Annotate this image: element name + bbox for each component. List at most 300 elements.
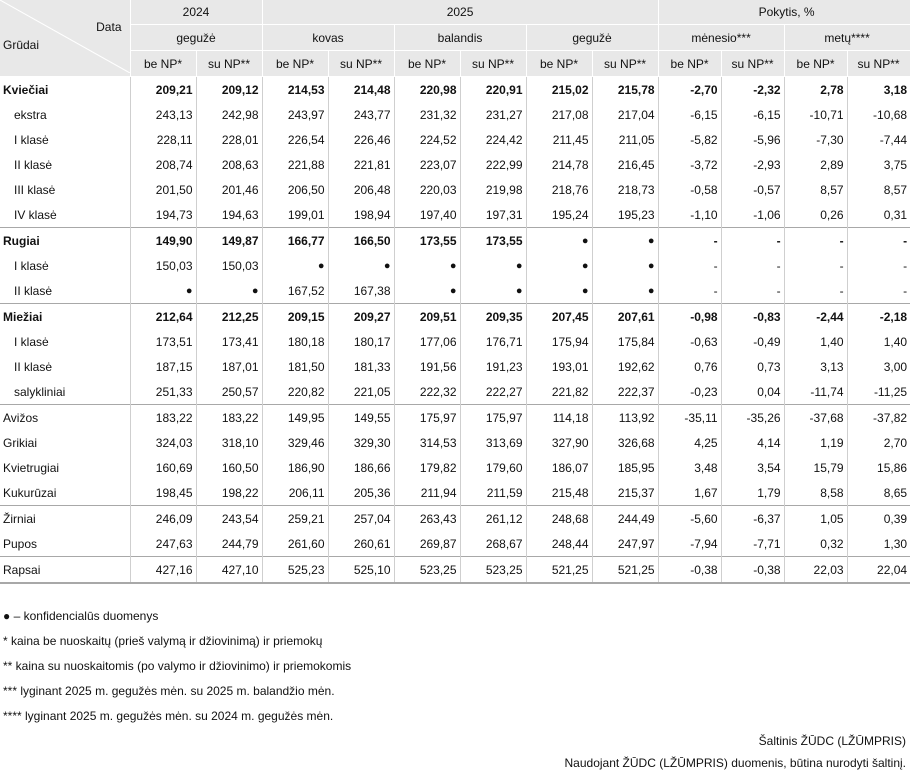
value-cell: 523,25 xyxy=(394,557,460,584)
table-row xyxy=(0,278,910,304)
value-cell: 167,52 xyxy=(262,278,328,304)
value-cell: -2,44 xyxy=(784,304,847,330)
value-cell: - xyxy=(847,228,910,254)
value-cell: -10,68 xyxy=(847,102,910,127)
row-label: I klasė xyxy=(14,334,49,349)
value-cell: 207,61 xyxy=(592,304,658,330)
value-cell: 318,10 xyxy=(196,430,262,455)
value-cell: 260,61 xyxy=(328,531,394,557)
header-data-label: Data xyxy=(96,20,122,34)
value-cell: 3,18 xyxy=(847,77,910,103)
footnote-be-np: * kaina be nuoskaitų (prieš valymą ir džiovinimą) ir priemokų xyxy=(3,634,323,648)
row-label: ekstra xyxy=(14,107,47,122)
value-cell: 261,12 xyxy=(460,506,526,532)
value-cell: 220,91 xyxy=(460,77,526,103)
value-cell: 180,18 xyxy=(262,329,328,354)
footnotes xyxy=(3,604,351,729)
value-cell: 8,58 xyxy=(784,480,847,506)
row-label: Pupos xyxy=(3,536,38,551)
value-cell: 166,77 xyxy=(262,228,328,254)
value-cell: -3,72 xyxy=(658,152,721,177)
value-cell: 173,51 xyxy=(130,329,196,354)
value-cell: -0,83 xyxy=(721,304,784,330)
value-cell: 166,50 xyxy=(328,228,394,254)
value-cell: 173,41 xyxy=(196,329,262,354)
value-cell: - xyxy=(658,278,721,304)
table-row xyxy=(0,480,910,506)
value-cell: 263,43 xyxy=(394,506,460,532)
header-su-np: su NP** xyxy=(721,51,784,77)
value-cell: -5,60 xyxy=(658,506,721,532)
row-label: Kvietrugiai xyxy=(3,460,60,475)
value-cell: 149,95 xyxy=(262,405,328,431)
value-cell: 521,25 xyxy=(592,557,658,584)
value-cell: ● xyxy=(262,253,328,278)
value-cell: 222,37 xyxy=(592,379,658,405)
value-cell: 220,82 xyxy=(262,379,328,405)
value-cell: 269,87 xyxy=(394,531,460,557)
value-cell: 167,38 xyxy=(328,278,394,304)
value-cell: 212,25 xyxy=(196,304,262,330)
value-cell: 326,68 xyxy=(592,430,658,455)
value-cell: 194,73 xyxy=(130,202,196,228)
value-cell: - xyxy=(721,228,784,254)
value-cell: -0,98 xyxy=(658,304,721,330)
value-cell: 150,03 xyxy=(130,253,196,278)
value-cell: 205,36 xyxy=(328,480,394,506)
value-cell: -10,71 xyxy=(784,102,847,127)
value-cell: -0,58 xyxy=(658,177,721,202)
row-label: Grikiai xyxy=(3,435,38,450)
value-cell: -37,68 xyxy=(784,405,847,431)
value-cell: 521,25 xyxy=(526,557,592,584)
value-cell: 197,31 xyxy=(460,202,526,228)
value-cell: 194,63 xyxy=(196,202,262,228)
value-cell: 525,10 xyxy=(328,557,394,584)
value-cell: 3,00 xyxy=(847,354,910,379)
header-month-may-2025: gegužė xyxy=(526,25,658,51)
value-cell: 226,46 xyxy=(328,127,394,152)
value-cell: 215,37 xyxy=(592,480,658,506)
value-cell: 149,90 xyxy=(130,228,196,254)
value-cell: 192,62 xyxy=(592,354,658,379)
value-cell: 231,32 xyxy=(394,102,460,127)
value-cell: -35,26 xyxy=(721,405,784,431)
value-cell: 195,24 xyxy=(526,202,592,228)
value-cell: 214,53 xyxy=(262,77,328,103)
table-row xyxy=(0,253,910,278)
value-cell: 15,79 xyxy=(784,455,847,480)
value-cell: 226,54 xyxy=(262,127,328,152)
header-month-march: kovas xyxy=(262,25,394,51)
value-cell: 150,03 xyxy=(196,253,262,278)
value-cell: 1,79 xyxy=(721,480,784,506)
value-cell: 219,98 xyxy=(460,177,526,202)
value-cell: 314,53 xyxy=(394,430,460,455)
table-row xyxy=(0,77,910,103)
header-be-np: be NP* xyxy=(658,51,721,77)
header-monthly-change: mėnesio*** xyxy=(658,25,784,51)
value-cell: 0,73 xyxy=(721,354,784,379)
value-cell: 15,86 xyxy=(847,455,910,480)
row-label: Rapsai xyxy=(0,557,130,584)
value-cell: 211,59 xyxy=(460,480,526,506)
value-cell: 4,25 xyxy=(658,430,721,455)
value-cell: 242,98 xyxy=(196,102,262,127)
value-cell: 1,19 xyxy=(784,430,847,455)
header-su-np: su NP** xyxy=(592,51,658,77)
value-cell: ● xyxy=(526,228,592,254)
value-cell: 199,01 xyxy=(262,202,328,228)
header-be-np: be NP* xyxy=(262,51,328,77)
value-cell: 221,81 xyxy=(328,152,394,177)
value-cell: 175,97 xyxy=(460,405,526,431)
value-cell: ● xyxy=(592,278,658,304)
value-cell: 180,17 xyxy=(328,329,394,354)
value-cell: 222,27 xyxy=(460,379,526,405)
value-cell: 0,76 xyxy=(658,354,721,379)
value-cell: -6,15 xyxy=(658,102,721,127)
value-cell: ● xyxy=(394,278,460,304)
value-cell: 193,01 xyxy=(526,354,592,379)
value-cell: 183,22 xyxy=(130,405,196,431)
value-cell: 206,48 xyxy=(328,177,394,202)
value-cell: 214,48 xyxy=(328,77,394,103)
value-cell: 218,73 xyxy=(592,177,658,202)
value-cell: -7,30 xyxy=(784,127,847,152)
table-row xyxy=(0,354,910,379)
value-cell: -2,70 xyxy=(658,77,721,103)
value-cell: 198,94 xyxy=(328,202,394,228)
value-cell: 209,35 xyxy=(460,304,526,330)
value-cell: - xyxy=(847,253,910,278)
table-row xyxy=(0,531,910,557)
value-cell: 268,67 xyxy=(460,531,526,557)
footnote-monthly: *** lyginant 2025 m. gegužės mėn. su 2025 m. balandžio mėn. xyxy=(3,684,335,698)
value-cell: 523,25 xyxy=(460,557,526,584)
value-cell: 246,09 xyxy=(130,506,196,532)
header-su-np: su NP** xyxy=(460,51,526,77)
value-cell: 329,46 xyxy=(262,430,328,455)
value-cell: 218,76 xyxy=(526,177,592,202)
row-label: II klasė xyxy=(14,157,53,172)
value-cell: - xyxy=(721,253,784,278)
value-cell: 224,52 xyxy=(394,127,460,152)
value-cell: ● xyxy=(460,278,526,304)
value-cell: 221,82 xyxy=(526,379,592,405)
value-cell: 324,03 xyxy=(130,430,196,455)
value-cell: 243,77 xyxy=(328,102,394,127)
corner-diagonal xyxy=(0,0,130,73)
table-row xyxy=(0,329,910,354)
value-cell: 149,87 xyxy=(196,228,262,254)
value-cell: 257,04 xyxy=(328,506,394,532)
value-cell: -2,18 xyxy=(847,304,910,330)
value-cell: 248,44 xyxy=(526,531,592,557)
value-cell: ● xyxy=(394,253,460,278)
value-cell: 244,79 xyxy=(196,531,262,557)
value-cell: 3,13 xyxy=(784,354,847,379)
value-cell: 0,39 xyxy=(847,506,910,532)
value-cell: - xyxy=(721,278,784,304)
header-corner xyxy=(0,0,130,77)
value-cell: -1,06 xyxy=(721,202,784,228)
row-label: II klasė xyxy=(14,283,53,298)
value-cell: 187,01 xyxy=(196,354,262,379)
value-cell: -7,71 xyxy=(721,531,784,557)
footnote-yearly: **** lyginant 2025 m. gegužės mėn. su 2024 m. gegužės mėn. xyxy=(3,709,334,723)
value-cell: 220,03 xyxy=(394,177,460,202)
value-cell: 8,57 xyxy=(847,177,910,202)
value-cell: 191,23 xyxy=(460,354,526,379)
value-cell: 173,55 xyxy=(460,228,526,254)
value-cell: ● xyxy=(526,253,592,278)
value-cell: 208,74 xyxy=(130,152,196,177)
value-cell: 198,22 xyxy=(196,480,262,506)
value-cell: 221,05 xyxy=(328,379,394,405)
value-cell: 211,45 xyxy=(526,127,592,152)
value-cell: 247,63 xyxy=(130,531,196,557)
value-cell: 215,48 xyxy=(526,480,592,506)
value-cell: 183,22 xyxy=(196,405,262,431)
value-cell: -2,32 xyxy=(721,77,784,103)
value-cell: 1,05 xyxy=(784,506,847,532)
value-cell: 212,64 xyxy=(130,304,196,330)
value-cell: -7,94 xyxy=(658,531,721,557)
value-cell: -35,11 xyxy=(658,405,721,431)
value-cell: 179,60 xyxy=(460,455,526,480)
value-cell: - xyxy=(784,253,847,278)
value-cell: 1,40 xyxy=(784,329,847,354)
table-header xyxy=(0,0,910,77)
row-label: III klasė xyxy=(14,182,56,197)
value-cell: - xyxy=(658,228,721,254)
value-cell: 3,48 xyxy=(658,455,721,480)
value-cell: -0,38 xyxy=(658,557,721,584)
value-cell: -2,93 xyxy=(721,152,784,177)
value-cell: 206,11 xyxy=(262,480,328,506)
value-cell: 8,65 xyxy=(847,480,910,506)
value-cell: ● xyxy=(526,278,592,304)
value-cell: 177,06 xyxy=(394,329,460,354)
value-cell: 173,55 xyxy=(394,228,460,254)
value-cell: 175,84 xyxy=(592,329,658,354)
row-label: Žirniai xyxy=(0,506,130,532)
value-cell: 160,50 xyxy=(196,455,262,480)
table-row xyxy=(0,379,910,405)
header-year-2024: 2024 xyxy=(130,0,262,25)
table-body xyxy=(0,77,910,584)
value-cell: -37,82 xyxy=(847,405,910,431)
value-cell: 113,92 xyxy=(592,405,658,431)
value-cell: 209,21 xyxy=(130,77,196,103)
value-cell: 209,12 xyxy=(196,77,262,103)
table-row xyxy=(0,127,910,152)
header-su-np: su NP** xyxy=(847,51,910,77)
value-cell: 181,50 xyxy=(262,354,328,379)
value-cell: - xyxy=(784,278,847,304)
table-row xyxy=(0,506,910,532)
value-cell: 209,51 xyxy=(394,304,460,330)
value-cell: 0,32 xyxy=(784,531,847,557)
table-row xyxy=(0,202,910,228)
value-cell: 243,54 xyxy=(196,506,262,532)
header-month-may-2024: gegužė xyxy=(130,25,262,51)
value-cell: 160,69 xyxy=(130,455,196,480)
table-row xyxy=(0,102,910,127)
value-cell: - xyxy=(847,278,910,304)
value-cell: -5,96 xyxy=(721,127,784,152)
row-label: IV klasė xyxy=(14,207,57,222)
value-cell: 206,50 xyxy=(262,177,328,202)
value-cell: -0,57 xyxy=(721,177,784,202)
table-row xyxy=(0,228,910,254)
row-label: Kukurūzai xyxy=(3,485,57,500)
value-cell: -1,10 xyxy=(658,202,721,228)
header-be-np: be NP* xyxy=(394,51,460,77)
value-cell: 215,02 xyxy=(526,77,592,103)
value-cell: -6,15 xyxy=(721,102,784,127)
value-cell: 217,04 xyxy=(592,102,658,127)
value-cell: ● xyxy=(592,253,658,278)
table-row xyxy=(0,455,910,480)
value-cell: 8,57 xyxy=(784,177,847,202)
value-cell: 186,90 xyxy=(262,455,328,480)
value-cell: 221,88 xyxy=(262,152,328,177)
table-row xyxy=(0,430,910,455)
value-cell: 201,46 xyxy=(196,177,262,202)
value-cell: 215,78 xyxy=(592,77,658,103)
header-su-np: su NP** xyxy=(328,51,394,77)
header-year-2025: 2025 xyxy=(262,0,658,25)
value-cell: 195,23 xyxy=(592,202,658,228)
value-cell: 208,63 xyxy=(196,152,262,177)
value-cell: 0,04 xyxy=(721,379,784,405)
value-cell: 181,33 xyxy=(328,354,394,379)
value-cell: 217,08 xyxy=(526,102,592,127)
value-cell: 525,23 xyxy=(262,557,328,584)
value-cell: 231,27 xyxy=(460,102,526,127)
header-be-np: be NP* xyxy=(784,51,847,77)
header-be-np: be NP* xyxy=(130,51,196,77)
value-cell: 248,68 xyxy=(526,506,592,532)
value-cell: 2,78 xyxy=(784,77,847,103)
table-row xyxy=(0,557,910,584)
value-cell: -0,49 xyxy=(721,329,784,354)
value-cell: 2,89 xyxy=(784,152,847,177)
value-cell: 201,50 xyxy=(130,177,196,202)
value-cell: 176,71 xyxy=(460,329,526,354)
value-cell: 191,56 xyxy=(394,354,460,379)
value-cell: 329,30 xyxy=(328,430,394,455)
value-cell: 1,30 xyxy=(847,531,910,557)
value-cell: 427,16 xyxy=(130,557,196,584)
value-cell: 243,13 xyxy=(130,102,196,127)
value-cell: ● xyxy=(460,253,526,278)
value-cell: -11,25 xyxy=(847,379,910,405)
value-cell: 186,66 xyxy=(328,455,394,480)
value-cell: 175,97 xyxy=(394,405,460,431)
value-cell: 185,95 xyxy=(592,455,658,480)
row-label: I klasė xyxy=(14,132,49,147)
value-cell: 179,82 xyxy=(394,455,460,480)
value-cell: 259,21 xyxy=(262,506,328,532)
usage-note: Naudojant ŽŪDC (LŽŪMPRIS) duomenis, būtina nurodyti šaltinį. xyxy=(564,756,906,770)
value-cell: - xyxy=(784,228,847,254)
value-cell: ● xyxy=(130,278,196,304)
value-cell: -11,74 xyxy=(784,379,847,405)
value-cell: -0,38 xyxy=(721,557,784,584)
header-su-np: su NP** xyxy=(196,51,262,77)
table-row xyxy=(0,152,910,177)
value-cell: 149,55 xyxy=(328,405,394,431)
value-cell: 209,15 xyxy=(262,304,328,330)
value-cell: 186,07 xyxy=(526,455,592,480)
value-cell: 261,60 xyxy=(262,531,328,557)
value-cell: 250,57 xyxy=(196,379,262,405)
value-cell: 222,32 xyxy=(394,379,460,405)
value-cell: ● xyxy=(592,228,658,254)
header-change: Pokytis, % xyxy=(658,0,910,25)
row-label: II klasė xyxy=(14,359,53,374)
value-cell: 216,45 xyxy=(592,152,658,177)
row-label: Avižos xyxy=(0,405,130,431)
value-cell: 211,94 xyxy=(394,480,460,506)
value-cell: 228,01 xyxy=(196,127,262,152)
row-label: Kviečiai xyxy=(3,82,49,97)
value-cell: 211,05 xyxy=(592,127,658,152)
value-cell: 22,04 xyxy=(847,557,910,584)
source-block xyxy=(565,730,906,774)
value-cell: -6,37 xyxy=(721,506,784,532)
value-cell: 220,98 xyxy=(394,77,460,103)
table-row xyxy=(0,304,910,330)
value-cell: 3,75 xyxy=(847,152,910,177)
value-cell: 251,33 xyxy=(130,379,196,405)
header-yearly-change: metų**** xyxy=(784,25,910,51)
value-cell: 427,10 xyxy=(196,557,262,584)
row-label: Rugiai xyxy=(0,228,130,254)
value-cell: 243,97 xyxy=(262,102,328,127)
value-cell: -0,23 xyxy=(658,379,721,405)
table-row xyxy=(0,177,910,202)
value-cell: 207,45 xyxy=(526,304,592,330)
value-cell: 214,78 xyxy=(526,152,592,177)
value-cell: 313,69 xyxy=(460,430,526,455)
value-cell: -0,63 xyxy=(658,329,721,354)
value-cell: - xyxy=(658,253,721,278)
value-cell: 4,14 xyxy=(721,430,784,455)
value-cell: 224,42 xyxy=(460,127,526,152)
value-cell: 228,11 xyxy=(130,127,196,152)
value-cell: 197,40 xyxy=(394,202,460,228)
value-cell: 22,03 xyxy=(784,557,847,584)
header-grudai-label: Grūdai xyxy=(3,38,40,52)
value-cell: 198,45 xyxy=(130,480,196,506)
footnote-su-np: ** kaina su nuoskaitomis (po valymo ir džiovinimo) ir priemokomis xyxy=(3,659,352,673)
value-cell: 209,27 xyxy=(328,304,394,330)
value-cell: 2,70 xyxy=(847,430,910,455)
value-cell: 0,31 xyxy=(847,202,910,228)
value-cell: 222,99 xyxy=(460,152,526,177)
header-be-np: be NP* xyxy=(526,51,592,77)
row-label: Miežiai xyxy=(0,304,130,330)
value-cell: -7,44 xyxy=(847,127,910,152)
value-cell: 223,07 xyxy=(394,152,460,177)
value-cell: 244,49 xyxy=(592,506,658,532)
footnote-confidential: ● – konfidencialūs duomenys xyxy=(3,609,159,623)
value-cell: -5,82 xyxy=(658,127,721,152)
